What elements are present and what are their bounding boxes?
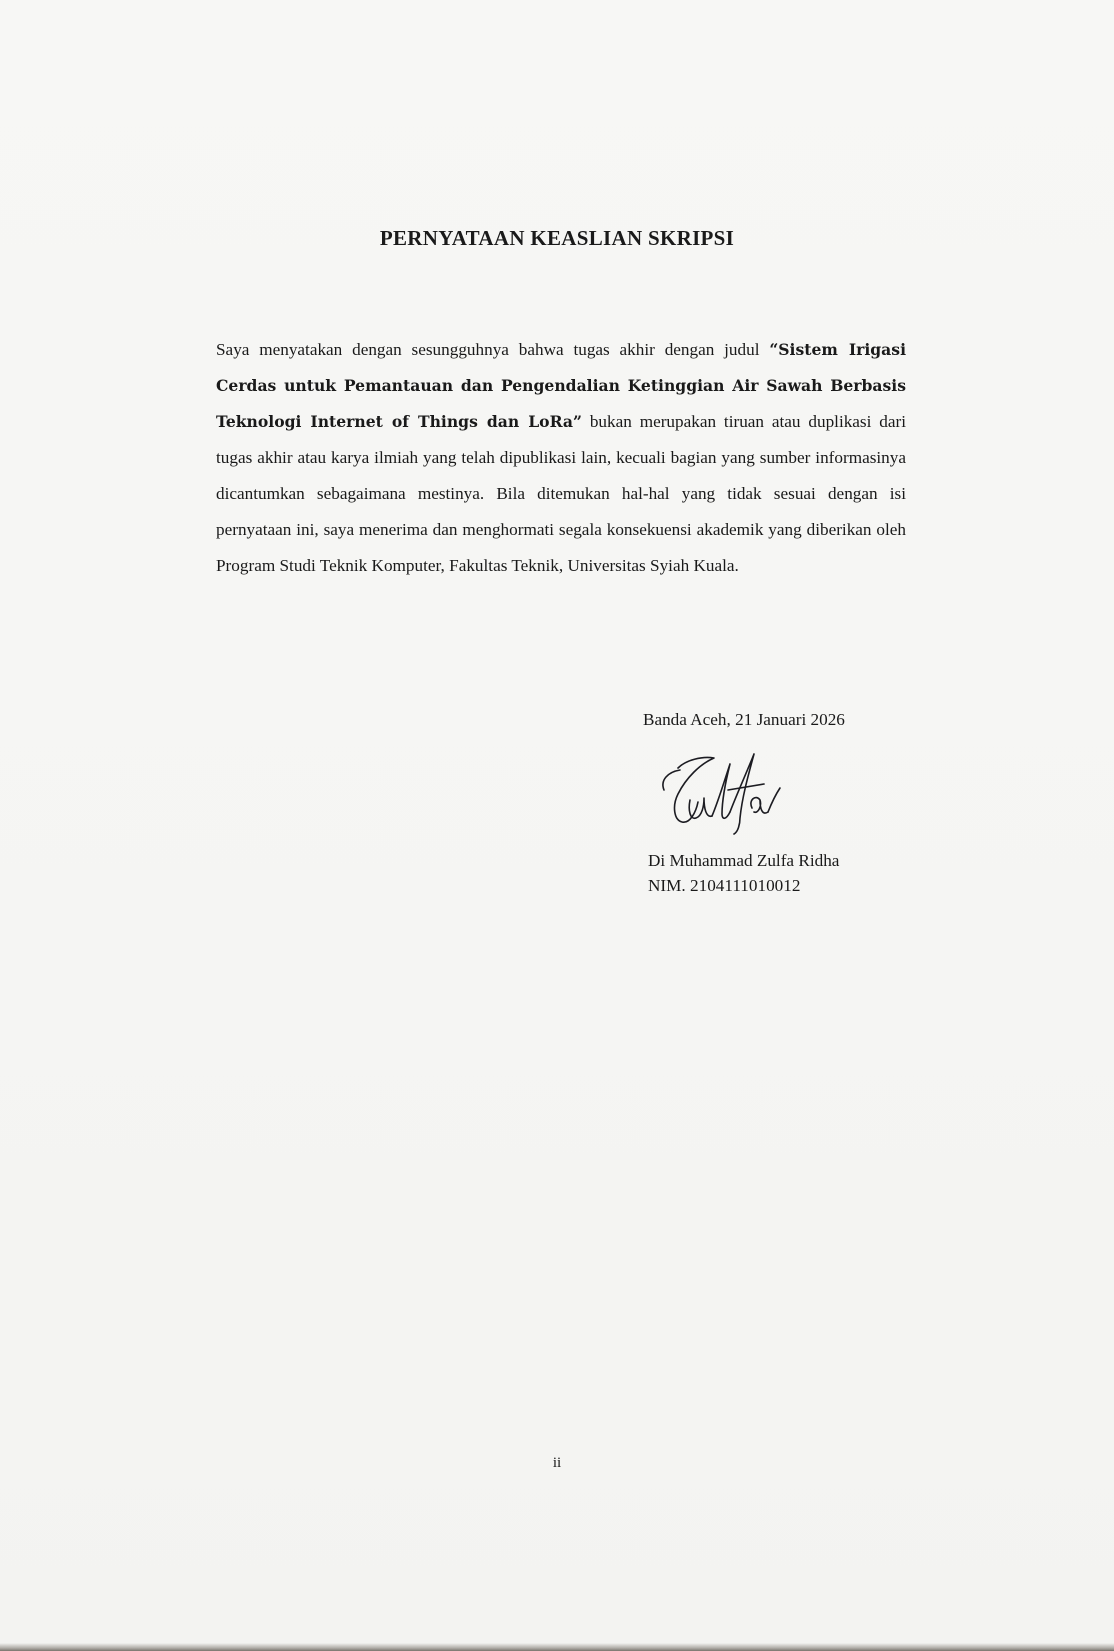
page-bottom-edge [0, 1643, 1114, 1651]
signer-nim: NIM. 2104111010012 [648, 876, 801, 895]
handwritten-signature [656, 750, 796, 840]
statement-rest: bukan merupakan tiruan atau duplikasi dari tugas akhir atau karya ilmiah yang telah dipublikasi lain, kecuali bagian yang sumber informasinya dicantumkan sebagaimana mestinya. Bila ditemukan hal-hal yang tidak sesuai dengan isi pernyataan ini, saya menerima dan menghormati segala konsekuensi akademik yang diberikan oleh Program Studi Teknik Komputer, Fakultas Teknik, Universitas Syiah Kuala. [216, 412, 906, 575]
statement-intro: Saya menyatakan dengan sesungguhnya bahwa tugas akhir dengan judul [216, 340, 770, 359]
document-title: PERNYATAAN KEASLIAN SKRIPSI [379, 226, 735, 250]
thesis-title: “Sistem Irigasi Cerdas untuk Pemantauan dan Pengendalian Ketinggian Air Sawah Berbasis Teknologi Internet of Things dan LoRa” [216, 340, 906, 431]
place-date: Banda Aceh, 21 Januari 2026 [643, 710, 845, 729]
statement-paragraph [216, 332, 906, 584]
signer-name: Di Muhammad Zulfa Ridha [648, 851, 840, 870]
page-number: ii [552, 1455, 562, 1471]
